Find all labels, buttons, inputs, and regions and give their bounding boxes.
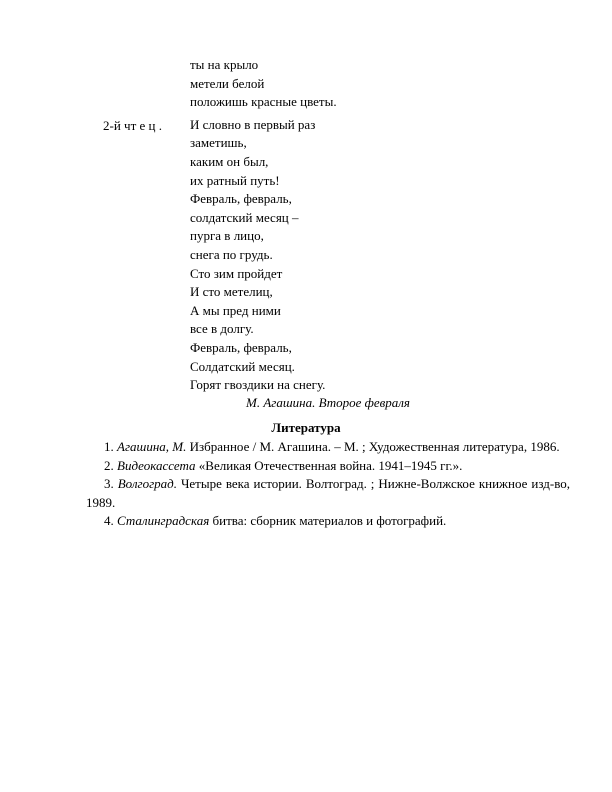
item-author: Видеокассета xyxy=(117,457,196,473)
poem-attribution: М. Агашина. Второе февраля xyxy=(246,395,410,410)
poem-line: Горят гвоздики на снегу. xyxy=(190,377,326,393)
poem-line: ты на крыло xyxy=(190,57,259,72)
item-text: Избранное / М. Агашина. – М. ; Художественная литература, 1986. xyxy=(186,439,560,454)
poem-block xyxy=(190,56,337,395)
poem-line: Февраль, февраль, xyxy=(190,339,292,355)
literature-item xyxy=(86,512,570,531)
poem-line: положишь красные цветы. xyxy=(190,94,337,110)
poem-line: И словно в первый раз xyxy=(190,116,316,132)
literature-item xyxy=(86,457,570,476)
literature-list xyxy=(86,438,570,531)
poem-line: И сто метелиц, xyxy=(190,284,273,300)
item-number: 3. xyxy=(104,476,114,492)
item-number: 2. xyxy=(104,457,114,473)
poem-line: метели белой xyxy=(190,75,265,91)
item-author: Агашина, М. xyxy=(117,439,187,454)
item-number: 4. xyxy=(104,513,114,529)
item-author: Сталинградская xyxy=(117,513,210,529)
item-text: битва: сборник материалов и фотографий. xyxy=(209,513,447,529)
poem-line: Солдатский месяц. xyxy=(190,358,295,374)
poem-line: Февраль, февраль, xyxy=(190,191,292,207)
poem-line: Сто зим пройдет xyxy=(190,265,283,281)
literature-heading: Литература xyxy=(271,420,341,435)
poem-line: каким он был, xyxy=(190,153,269,169)
item-text: «Великая Отечественная война. 1941–1945 гг.». xyxy=(195,457,463,473)
poem-line: их ратный путь! xyxy=(190,172,280,188)
item-text: Четыре века истории. Волтоград. ; Нижне-Волжское книжное изд-во, 1989. xyxy=(86,476,570,510)
poem-line: солдатский месяц – xyxy=(190,209,299,225)
poem-line: пурга в лицо, xyxy=(190,228,264,244)
poem-line: снега по грудь. xyxy=(190,246,273,262)
poem-line: А мы пред ними xyxy=(190,302,281,318)
poem-line: все в долгу. xyxy=(190,321,254,337)
speaker-label: 2-й чт е ц . xyxy=(103,118,162,133)
literature-item xyxy=(86,438,570,457)
poem-line: заметишь, xyxy=(190,135,247,151)
item-author: Волгоград. xyxy=(117,476,177,492)
item-number: 1. xyxy=(104,439,114,454)
literature-item xyxy=(86,475,570,512)
